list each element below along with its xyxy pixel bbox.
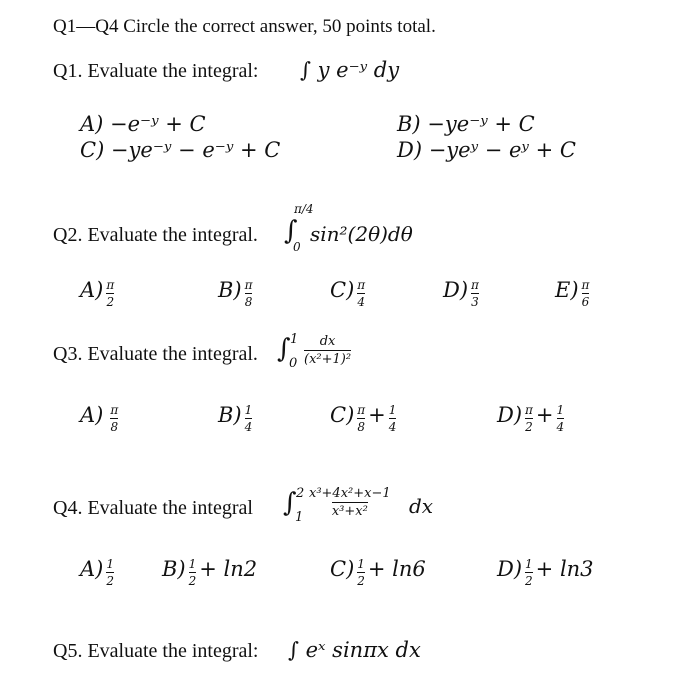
q2-option-a[interactable]: A) $\frac{\pi}{2}$ [80, 277, 115, 309]
q1-option-d[interactable]: D) −yeʸ − eʸ + C [397, 138, 576, 162]
q1-option-a[interactable]: A) −e⁻ʸ + C [80, 112, 206, 136]
q3-option-d[interactable]: D) $\frac{\pi}{2}$ + $\frac{1}{4}$ [497, 402, 565, 434]
integral-sign: ∫ [277, 334, 291, 364]
instructions-header: Q1—Q4 Circle the correct answer, 50 points total. [53, 16, 436, 37]
q3-option-a[interactable]: A) $\frac{\pi}{8}$ [80, 402, 119, 434]
q4-label: Q4. Evaluate the integral [53, 497, 253, 519]
q2-option-b[interactable]: B) $\frac{\pi}{8}$ [218, 277, 253, 309]
q3-option-b[interactable]: B) $\frac{1}{4}$ [218, 402, 253, 434]
q4-option-b[interactable]: B) $\frac{1}{2}$ + ln2 [162, 556, 258, 588]
q2-option-e[interactable]: E) $\frac{\pi}{6}$ [555, 277, 590, 309]
q1-option-c[interactable]: C) −ye⁻ʸ − e⁻ʸ + C [80, 138, 281, 162]
q2-integrand: sin²(2θ)dθ [310, 222, 413, 246]
q2-lower-limit: 0 [293, 240, 301, 254]
q3-fraction: dx (x²+1)² [304, 334, 352, 367]
q4-integral [283, 480, 463, 530]
q4-option-c[interactable]: C) $\frac{1}{2}$ + ln6 [330, 556, 426, 588]
q2-integral [284, 200, 424, 260]
integral-sign: ∫ [284, 216, 298, 246]
q4-dx: dx [409, 494, 434, 518]
q5-label: Q5. Evaluate the integral: [53, 640, 259, 662]
q1-option-b[interactable]: B) −ye⁻ʸ + C [397, 112, 535, 136]
q1-label: Q1. Evaluate the integral: [53, 60, 259, 82]
q2-label: Q2. Evaluate the integral. [53, 224, 258, 246]
integral-sign: ∫ [283, 488, 297, 518]
q4-upper-limit: 2 [296, 486, 305, 501]
q4-fraction: x³+4x²+x−1 x³+x² [309, 486, 391, 519]
q4-option-d[interactable]: D) $\frac{1}{2}$ + ln3 [497, 556, 594, 588]
q3-lower-limit: 0 [289, 356, 298, 371]
q4-option-a[interactable]: A) $\frac{1}{2}$ [80, 556, 114, 588]
q2-upper-limit: π/4 [294, 202, 314, 216]
q3-upper-limit: 1 [290, 332, 299, 347]
q3-option-c[interactable]: C) $\frac{\pi}{8}$ + $\frac{1}{4}$ [330, 402, 397, 434]
q3-integral [277, 326, 377, 376]
q2-option-d[interactable]: D) $\frac{\pi}{3}$ [443, 277, 479, 309]
q2-option-c[interactable]: C) $\frac{\pi}{4}$ [330, 277, 366, 309]
q4-lower-limit: 1 [295, 510, 304, 525]
q3-label: Q3. Evaluate the integral. [53, 343, 258, 365]
q1-integral: ∫ y e⁻ʸ dy [300, 58, 400, 82]
q5-integral: ∫ eˣ sinπx dx [288, 638, 421, 662]
